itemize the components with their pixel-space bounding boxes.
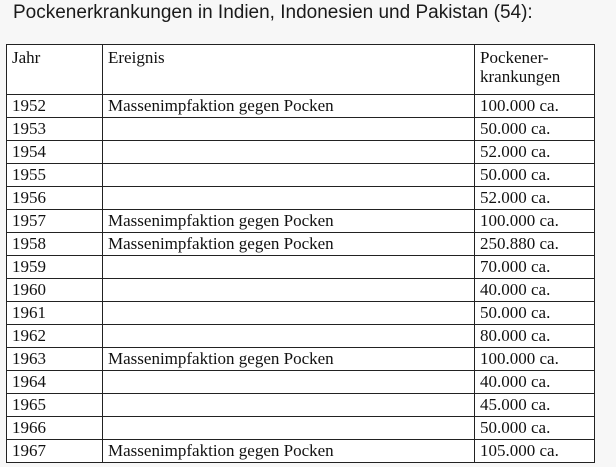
cell-year: 1956 [7,187,103,210]
cell-year: 1966 [7,417,103,440]
table-header-row [7,45,595,95]
table-row [7,95,595,118]
table-row [7,279,595,302]
cell-year: 1961 [7,302,103,325]
table-body [7,45,595,463]
cell-cases: 70.000 ca. [475,256,595,279]
cell-event: Massenimpfaktion gegen Pocken [103,233,475,256]
cell-year: 1953 [7,118,103,141]
cell-cases: 105.000 ca. [475,440,595,463]
cell-year: 1959 [7,256,103,279]
cell-year: 1958 [7,233,103,256]
cell-event [103,394,475,417]
cell-event [103,141,475,164]
cell-event [103,325,475,348]
cell-year: 1964 [7,371,103,394]
table-row [7,371,595,394]
cell-year: 1960 [7,279,103,302]
cell-year: 1955 [7,164,103,187]
table-row [7,302,595,325]
table-row [7,118,595,141]
cell-cases: 100.000 ca. [475,348,595,371]
table-row [7,394,595,417]
cell-cases: 52.000 ca. [475,187,595,210]
cell-year: 1965 [7,394,103,417]
cell-cases: 50.000 ca. [475,164,595,187]
cell-cases: 45.000 ca. [475,394,595,417]
cell-cases: 52.000 ca. [475,141,595,164]
cell-event [103,118,475,141]
cell-event: Massenimpfaktion gegen Pocken [103,348,475,371]
cell-event: Massenimpfaktion gegen Pocken [103,210,475,233]
cell-event [103,164,475,187]
table-row [7,164,595,187]
table-row [7,440,595,463]
cell-year: 1967 [7,440,103,463]
cell-cases: 250.880 ca. [475,233,595,256]
header-cases-line2: krankungen [480,67,561,86]
cell-cases: 80.000 ca. [475,325,595,348]
cell-event [103,417,475,440]
table-row [7,141,595,164]
cell-event [103,302,475,325]
table-row [7,348,595,371]
cell-year: 1952 [7,95,103,118]
cell-event [103,279,475,302]
page-title: Pockenerkrankungen in Indien, Indonesien und Pakistan (54): [13,2,533,23]
cell-year: 1962 [7,325,103,348]
cell-event [103,371,475,394]
cell-cases: 40.000 ca. [475,279,595,302]
cell-event: Massenimpfaktion gegen Pocken [103,440,475,463]
cell-cases: 100.000 ca. [475,210,595,233]
table-row [7,417,595,440]
table-row [7,210,595,233]
cell-cases: 50.000 ca. [475,118,595,141]
table-row [7,325,595,348]
cell-year: 1954 [7,141,103,164]
header-year: Jahr [7,45,103,95]
header-cases [475,45,595,95]
cell-year: 1963 [7,348,103,371]
cell-event: Massenimpfaktion gegen Pocken [103,95,475,118]
smallpox-cases-table [6,44,595,463]
table-row [7,233,595,256]
cell-year: 1957 [7,210,103,233]
cell-event [103,187,475,210]
table-row [7,187,595,210]
cell-cases: 40.000 ca. [475,371,595,394]
cell-cases: 50.000 ca. [475,302,595,325]
cell-event [103,256,475,279]
header-event: Ereignis [103,45,475,95]
cell-cases: 50.000 ca. [475,417,595,440]
cell-cases: 100.000 ca. [475,95,595,118]
header-cases-line1: Pockener- [480,48,549,67]
table-row [7,256,595,279]
